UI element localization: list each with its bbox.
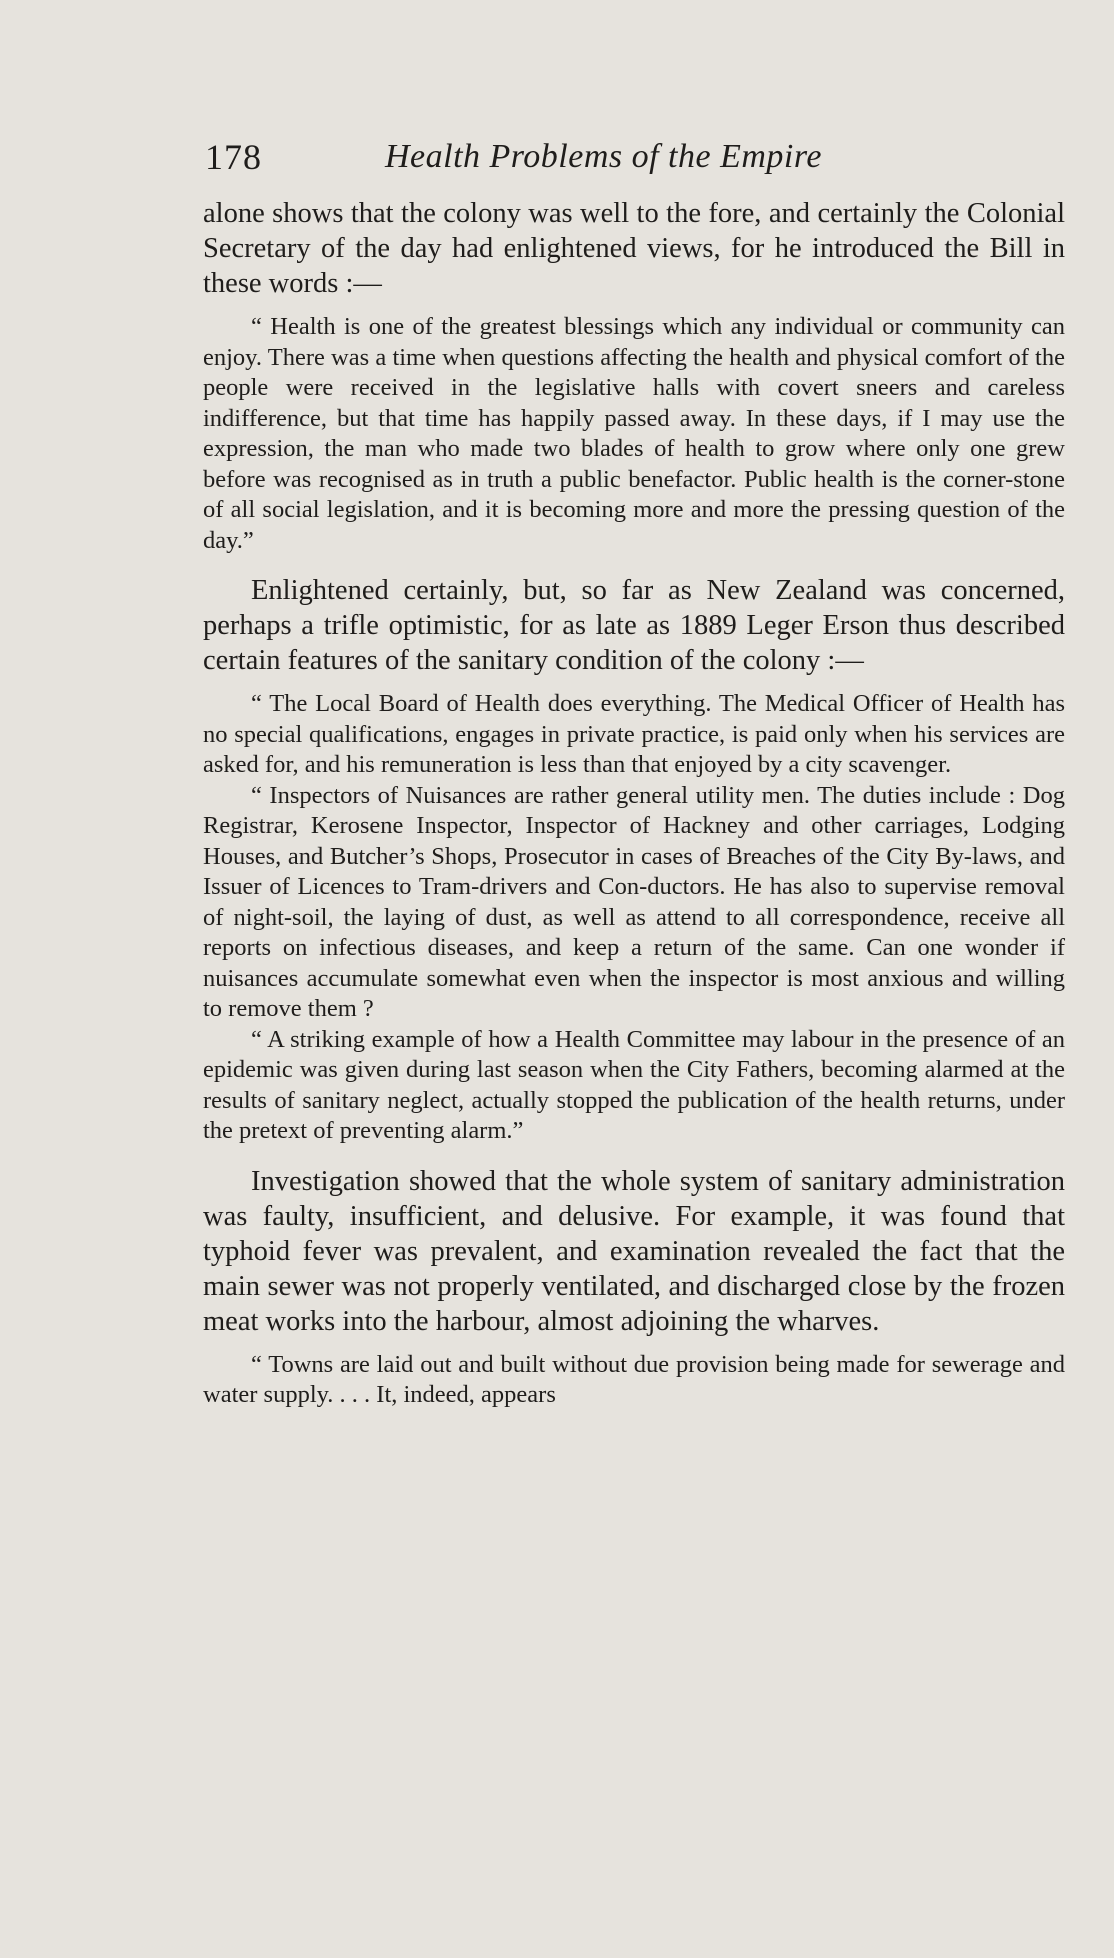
running-title: Health Problems of the Empire xyxy=(385,138,822,175)
page-number: 178 xyxy=(205,137,262,177)
paragraph-enlightened: Enlightened certainly, but, so far as New Zealand was concerned, perhaps a trifle optimistic, for as late as 1889 Leger Erson thus described certain features of the sanitary condition of the colony :— xyxy=(203,575,1065,676)
paragraph-intro: alone shows that the colony was well to the fore, and certainly the Colonial Secretary of the day had enlightened views, for he introduced the Bill in these words :— xyxy=(203,198,1065,299)
quote-local-board: “ The Local Board of Health does everything. The Medical Officer of Health has no special qualifications, engages in private practice, is paid only when his services are asked for, and his remuneration is less than that enjoyed by a city scavenger. xyxy=(203,690,1065,778)
quote-inspectors: “ Inspectors of Nuisances are rather general utility men. The duties include : Dog Registrar, Kerosene Inspector, Inspector of Hackney and other carriages, Lodging Houses, and Butcher’s Shops, Prosecutor in cases of Breaches of the City By-laws, and Issuer of Licences to Tram-drivers and Con-ductors. He has also to supervise removal of night-soil, the laying of dust, as well as attend to all correspondence, receive all reports on infectious diseases, and keep a return of the same. Can one wonder if nuisances accumulate somewhat even when the inspector is most anxious and willing to remove them ? xyxy=(203,781,1065,1022)
paragraph-investigation: Investigation showed that the whole system of sanitary administration was faulty, insufficient, and delusive. For example, it was found that typhoid fever was prevalent, and examination revealed the fact that the main sewer was not properly ventilated, and discharged close by the frozen meat works into the harbour, almost adjoining the wharves. xyxy=(203,1165,1065,1337)
body-text xyxy=(203,196,1065,1411)
page-header xyxy=(205,136,925,186)
quote-colonial-secretary: “ Health is one of the greatest blessings which any individual or community can enjoy. There was a time when questions affecting the health and physical comfort of the people were received in the legislative halls with covert sneers and careless indifference, but that time has happily passed away. In these days, if I may use the expression, the man who made two blades of health to grow where only one grew before was recognised as in truth a public benefactor. Public health is the corner-stone of all social legislation, and it is becoming more and more the pressing question of the day.” xyxy=(203,313,1065,554)
quote-towns: “ Towns are laid out and built without due provision being made for sewerage and water supply. . . . It, indeed, appears xyxy=(203,1350,1065,1408)
quote-health-committee: “ A striking example of how a Health Committee may labour in the presence of an epidemic was given during last season when the City Fathers, becoming alarmed at the results of sanitary neglect, actually stopped the publication of the health returns, under the pretext of preventing alarm.” xyxy=(203,1025,1065,1144)
